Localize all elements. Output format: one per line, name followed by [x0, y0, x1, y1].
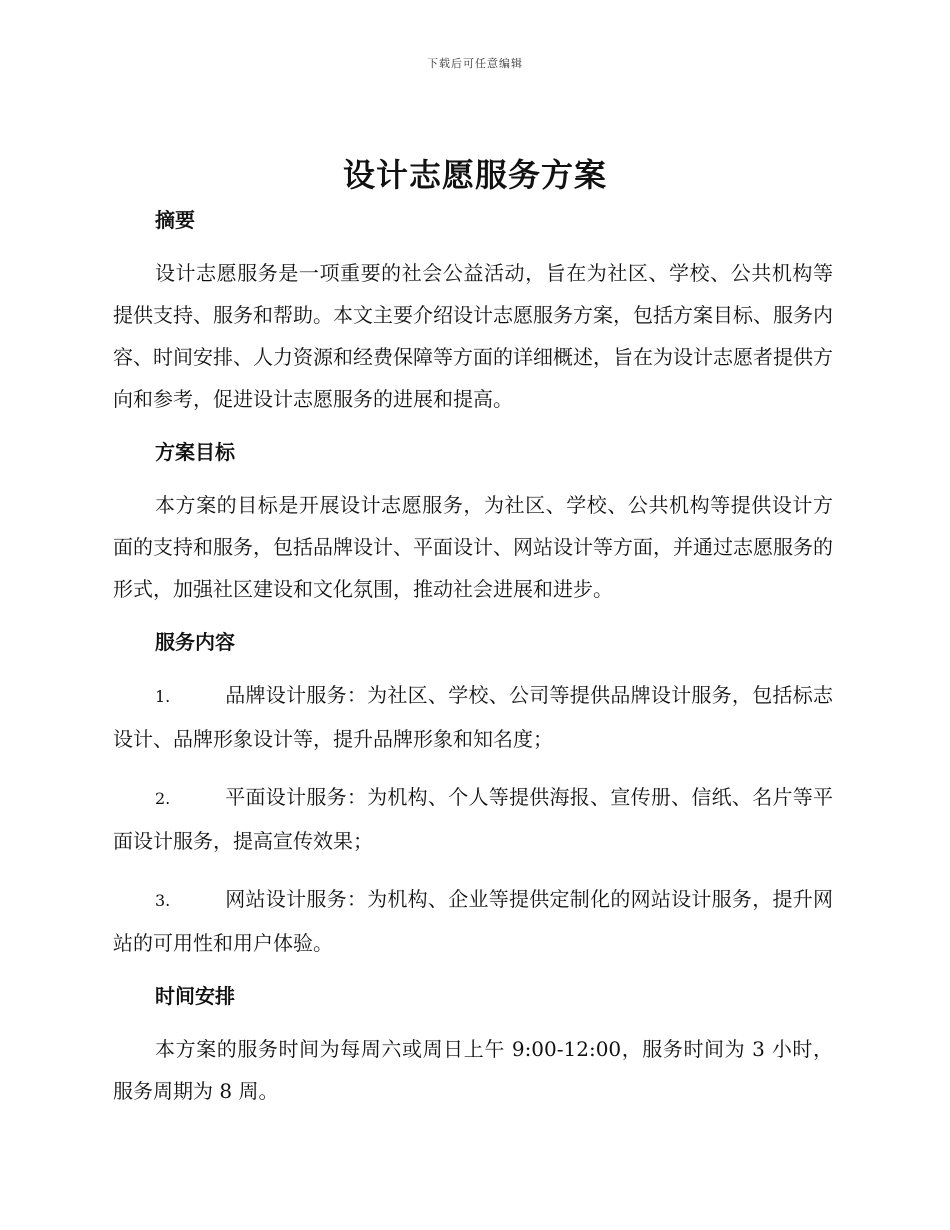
section-heading-abstract: 摘要	[155, 208, 195, 232]
list-item-text: 网站设计服务：为机构、企业等提供定制化的网站设计服务，提升网站的可用性和用户体验。	[113, 887, 833, 955]
header-note: 下载后可任意编辑	[427, 57, 523, 70]
list-item	[113, 776, 833, 862]
list-item-text: 平面设计服务：为机构、个人等提供海报、宣传册、信纸、名片等平面设计服务，提高宣传效果；	[113, 785, 833, 853]
section-heading-services: 服务内容	[155, 630, 235, 654]
document-body	[113, 204, 833, 1112]
section-heading-goal: 方案目标	[155, 440, 235, 464]
list-item-text: 品牌设计服务：为社区、学校、公司等提供品牌设计服务，包括标志设计、品牌形象设计等，提升品牌形象和知名度；	[113, 683, 833, 751]
list-item-number: 3.	[155, 891, 171, 910]
list-item-number: 1.	[155, 687, 171, 706]
document-title: 设计志愿服务方案	[342, 156, 607, 194]
schedule-paragraph: 本方案的服务时间为每周六或周日上午 9:00-12:00，服务时间为 3 小时，服务周期为 8 周。	[113, 1037, 833, 1103]
abstract-paragraph: 设计志愿服务是一项重要的社会公益活动，旨在为社区、学校、公共机构等提供支持、服务和帮助。本文主要介绍设计志愿服务方案，包括方案目标、服务内容、时间安排、人力资源和经费保障等方面的详细概述，旨在为设计志愿者提供方向和参考，促进设计志愿服务的进展和提高。	[113, 261, 833, 411]
list-item	[113, 674, 833, 760]
section-heading-schedule: 时间安排	[155, 984, 235, 1008]
goal-paragraph: 本方案的目标是开展设计志愿服务，为社区、学校、公共机构等提供设计方面的支持和服务，包括品牌设计、平面设计、网站设计等方面，并通过志愿服务的形式，加强社区建设和文化氛围，推动社会进展和进步。	[113, 493, 833, 601]
list-item	[113, 878, 833, 964]
list-item-number: 2.	[155, 789, 171, 808]
